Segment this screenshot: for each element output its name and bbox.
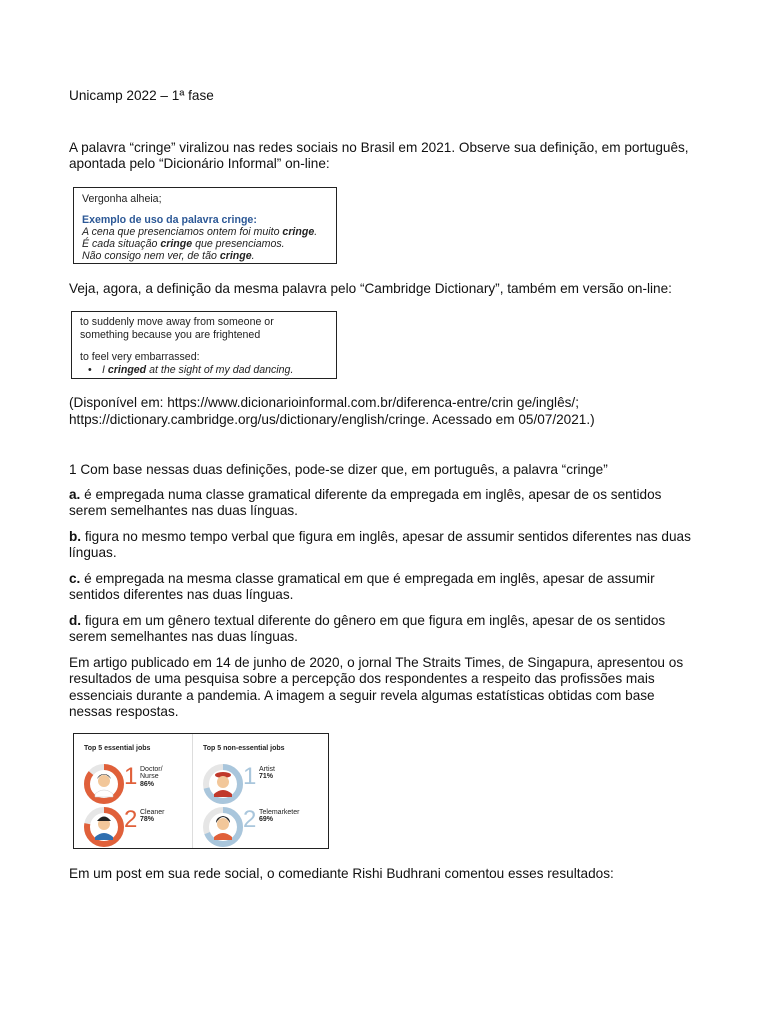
doctor-ring-icon bbox=[82, 762, 126, 806]
question-stem: 1 Com base nessas duas definições, pode-se dizer que, em português, a palavra “cringe” bbox=[69, 462, 608, 477]
cambridge-sense-1-line-2: something because you are frightened bbox=[80, 328, 261, 341]
cambridge-dictionary-box bbox=[71, 311, 337, 379]
option-d: d. figura em um gênero textual diferente do gênero em que figura em inglês, apesar de os sentidos serem semelhantes nas duas línguas. bbox=[69, 612, 666, 644]
jobs-infographic bbox=[73, 733, 329, 849]
nonessential-job-2 bbox=[201, 805, 311, 849]
nonessential-rank-1: 1 bbox=[243, 762, 257, 790]
option-b: b. figura no mesmo tempo verbal que figura em inglês, apesar de assumir sentidos diferentes nas duas línguas. bbox=[69, 528, 691, 560]
cambridge-sense-1-line-1: to suddenly move away from someone or bbox=[80, 316, 274, 328]
informal-definition: Vergonha alheia; bbox=[82, 192, 162, 205]
intro-paragraph-cambridge: Veja, agora, a definição da mesma palavra pelo “Cambridge Dictionary”, também em versão on-line: bbox=[69, 280, 672, 296]
telemarketer-ring-icon bbox=[201, 805, 245, 849]
option-c: c. é empregada na mesma classe gramatical em que é empregada em inglês, apesar de assumir sentidos diferentes nas duas línguas. bbox=[69, 570, 655, 602]
document-page bbox=[69, 88, 699, 882]
informal-example-2: É cada situação cringe que presenciamos. bbox=[82, 238, 285, 251]
option-a: a. é empregada numa classe gramatical diferente da empregada em inglês, apesar de os sentidos serem semelhantes nas duas línguas. bbox=[69, 486, 662, 518]
cambridge-example: • I cringed at the sight of my dad dancing. bbox=[88, 363, 294, 376]
nonessential-jobs-title: Top 5 non-essential jobs bbox=[203, 744, 285, 752]
nonessential-rank-2: 2 bbox=[243, 805, 257, 833]
essential-jobs-column bbox=[74, 734, 192, 848]
nonessential-job-1 bbox=[201, 762, 311, 806]
essential-rank-1: 1 bbox=[124, 762, 138, 790]
essential-job-1 bbox=[82, 762, 192, 806]
article-paragraph: Em artigo publicado em 14 de junho de 2020, o jornal The Straits Times, de Singapura, apresentou os resultados de uma pesquisa sobre a percepção dos respondentes a respeito das profissões mais essenciais durante a pandemia. A imagem a seguir revela algumas estatísticas obtidas com base nessas respostas. bbox=[69, 654, 684, 719]
nonessential-job-2-label: Telemarketer 69% bbox=[259, 808, 300, 824]
artist-ring-icon bbox=[201, 762, 245, 806]
cambridge-sense-2: to feel very embarrassed: bbox=[80, 351, 200, 363]
informal-example-1: A cena que presenciamos ontem foi muito cringe. bbox=[82, 225, 318, 238]
closing-paragraph: Em um post em sua rede social, o comediante Rishi Budhrani comentou esses resultados: bbox=[69, 865, 614, 881]
dicionario-informal-box bbox=[73, 187, 337, 264]
informal-example-3: Não consigo nem ver, de tão cringe. bbox=[82, 250, 255, 263]
bullet-icon: • bbox=[88, 363, 92, 376]
intro-paragraph-informal: A palavra “cringe” viralizou nas redes sociais no Brasil em 2021. Observe sua definição, em português, apontada pelo “Dicionário Informal” on-line: bbox=[69, 139, 689, 171]
essential-jobs-title: Top 5 essential jobs bbox=[84, 744, 151, 752]
essential-job-1-label: Doctor/ Nurse 86% bbox=[140, 765, 163, 789]
nonessential-jobs-column bbox=[192, 734, 329, 848]
informal-example-title: Exemplo de uso da palavra cringe: bbox=[82, 213, 257, 226]
essential-job-2-label: Cleaner 78% bbox=[140, 808, 165, 824]
exam-heading: Unicamp 2022 – 1ª fase bbox=[69, 88, 214, 103]
source-citation: (Disponível em: https://www.dicionarioinformal.com.br/diferenca-entre/crin ge/inglês/; https://dictionary.cambridge.org/us/dictionary/english/cringe. Acessado em 05/07/2021.) bbox=[69, 395, 595, 427]
nonessential-job-1-label: Artist 71% bbox=[259, 765, 275, 781]
essential-rank-2: 2 bbox=[124, 805, 138, 833]
essential-job-2 bbox=[82, 805, 192, 849]
cleaner-ring-icon bbox=[82, 805, 126, 849]
